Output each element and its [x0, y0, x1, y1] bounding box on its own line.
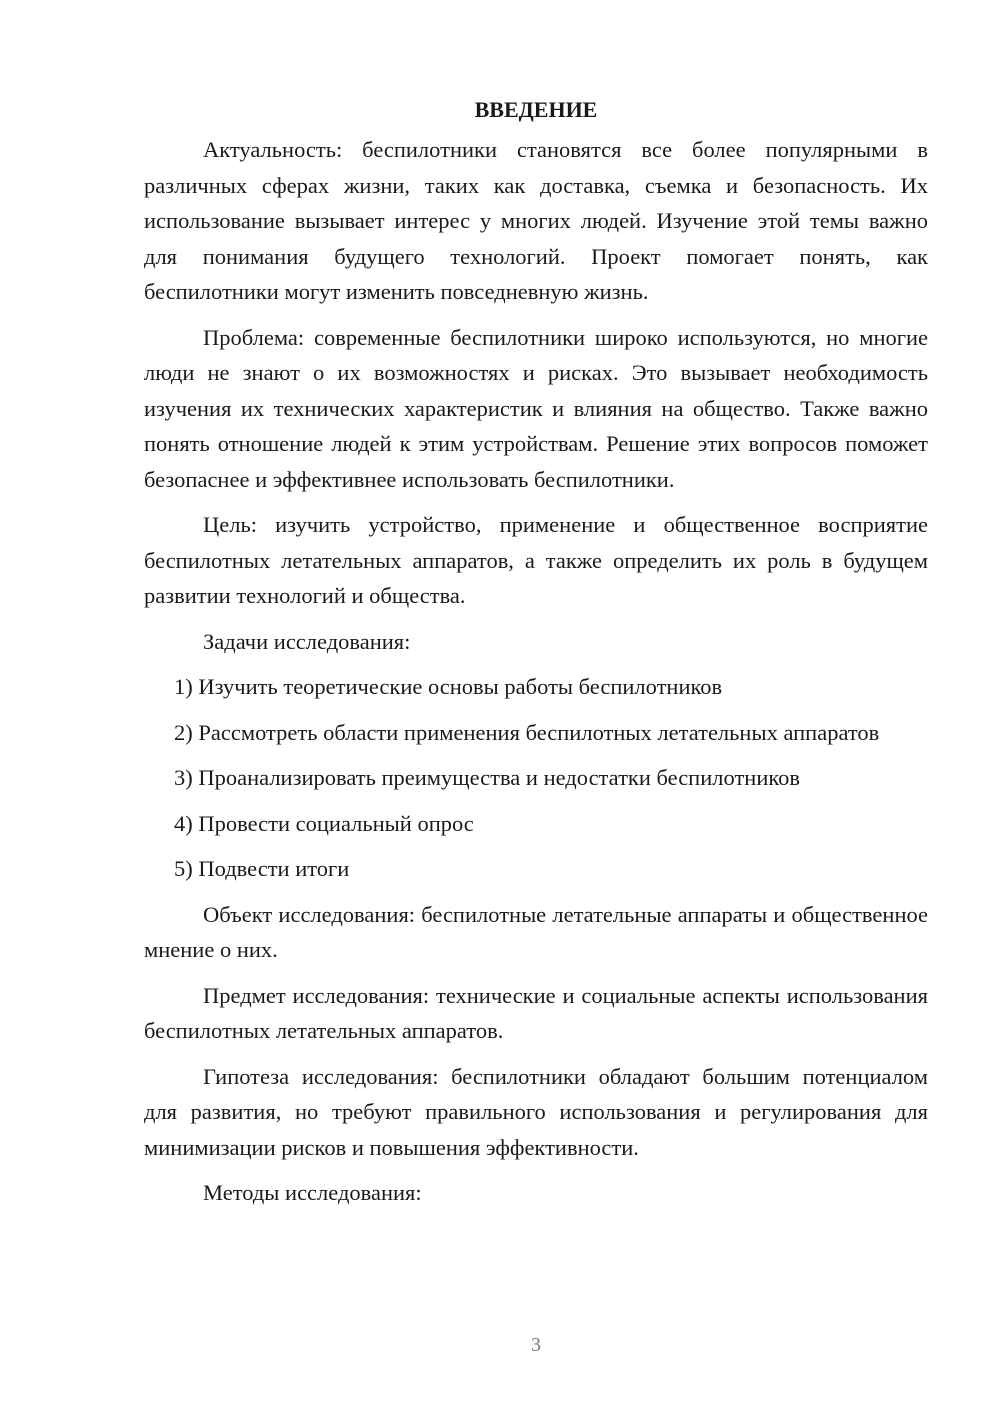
relevance-paragraph: Актуальность: беспилотники становятся все более популярными в различных сферах жизни, таких как доставка, съемка и безопасность. Их использование вызывает интерес у многих людей. Изучение этой темы важно для понимания будущего технологий. Проект помогает понять, как беспилотники могут изменить повседневную жизнь. [144, 137, 928, 304]
task-item-1: 1) Изучить теоретические основы работы беспилотников [174, 674, 723, 699]
problem-paragraph: Проблема: современные беспилотники широко используются, но многие люди не знают о их возможностях и рисках. Это вызывает необходимость изучения их технических характеристик и влияния на общество. Также важно понять отношение людей к этим устройствам. Решение этих вопросов поможет безопаснее и эффективнее использовать беспилотники. [144, 324, 928, 492]
task-item-3: 3) Проанализировать преимущества и недостатки беспилотников [174, 765, 801, 790]
methods-title: Методы исследования: [203, 1180, 422, 1205]
task-item-2: 2) Рассмотреть области применения беспилотных летательных аппаратов [174, 719, 880, 745]
tasks-title: Задачи исследования: [203, 628, 411, 654]
page-number: 3 [531, 1334, 541, 1356]
task-item-5: 5) Подвести итоги [174, 856, 350, 881]
object-paragraph: Объект исследования: беспилотные летательные аппараты и общественное мнение о них. [144, 901, 928, 962]
subject-paragraph: Предмет исследования: технические и социальные аспекты использования беспилотных летательных аппаратов. [144, 982, 928, 1043]
goal-paragraph: Цель: изучить устройство, применение и общественное восприятие беспилотных летательных аппаратов, а также определить их роль в будущем развитии технологий и общества. [144, 512, 928, 608]
hypothesis-paragraph: Гипотеза исследования: беспилотники обладают большим потенциалом для развития, но требуют правильного использования и регулирования для минимизации рисков и повышения эффективности. [144, 1063, 928, 1160]
task-item-4: 4) Провести социальный опрос [174, 810, 474, 836]
page-content [144, 92, 928, 1221]
section-heading: ВВЕДЕНИЕ [474, 97, 598, 122]
